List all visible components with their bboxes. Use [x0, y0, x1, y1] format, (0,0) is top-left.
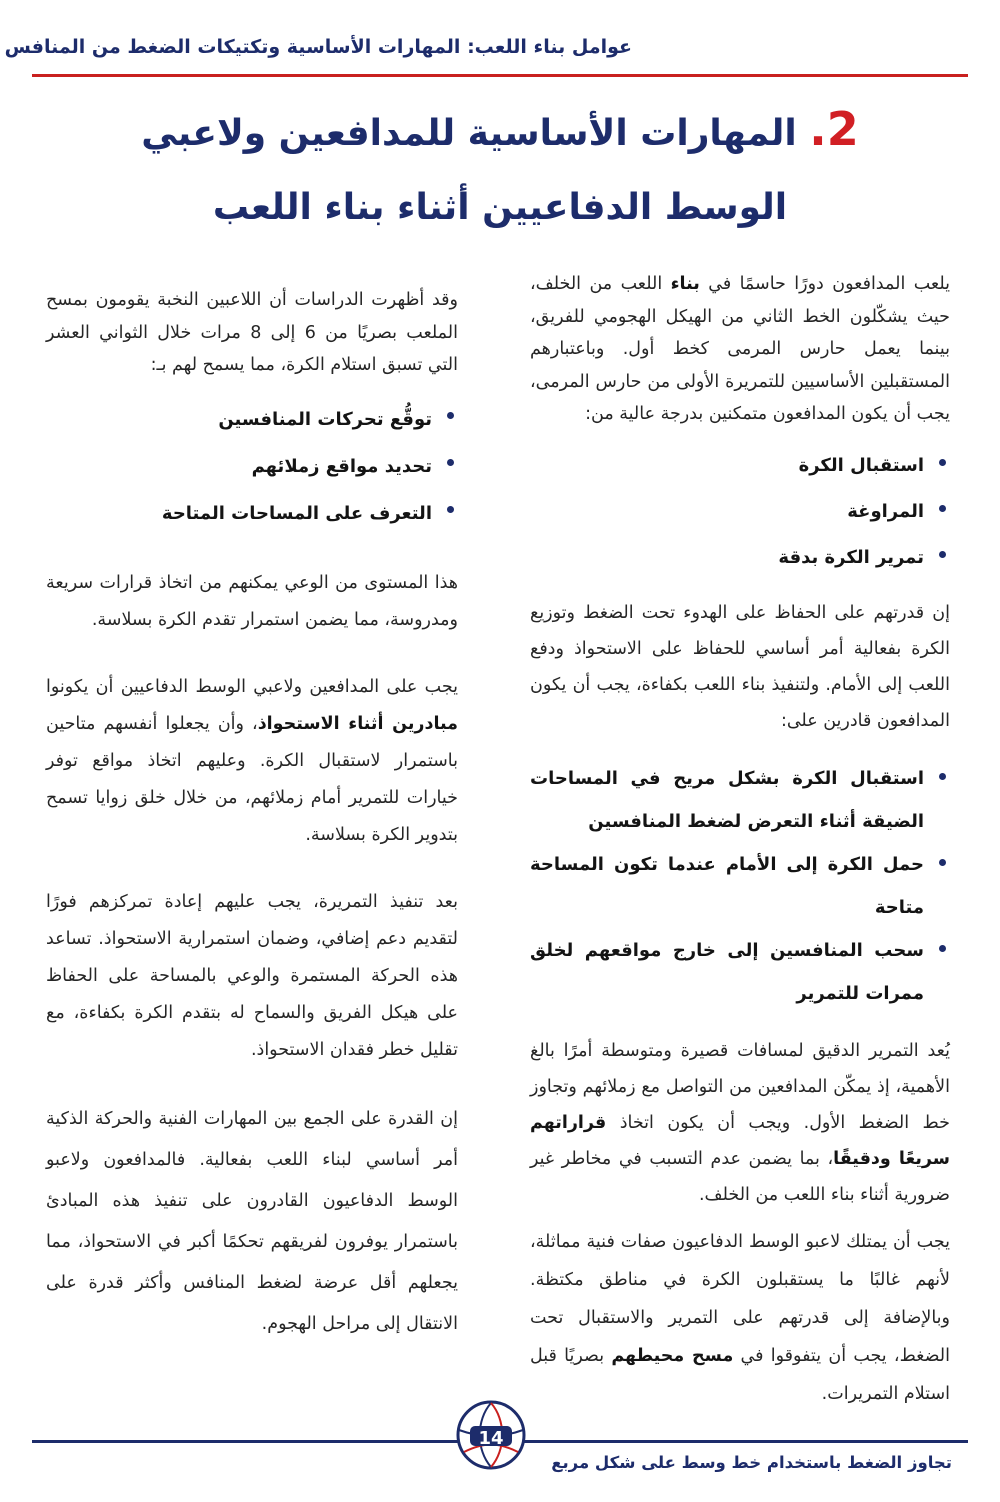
bullet-list [46, 396, 458, 537]
section-title-text1: المهارات الأساسية للمدافعين ولاعبي [141, 113, 797, 154]
left-column [46, 284, 458, 1345]
bullet-item: استقبال الكرة بشكل مريح في المساحات الضيقة أثناء التعرض لضغط المنافسين [530, 757, 950, 843]
bold-span: قراراتهم سريعًا ودقيقًا [530, 1112, 950, 1169]
paragraph [46, 669, 458, 854]
bullet-item: سحب المنافسين إلى خارج مواقعهم لخلق ممرات للتمرير [530, 929, 950, 1015]
paragraph: بعد تنفيذ التمريرة، يجب عليهم إعادة تمركزهم فورًا لتقديم دعم إضافي، وضمان استمرارية الاستحواذ. تساعد هذه الحركة المستمرة والوعي بالمساحة على الحفاظ على هيكل الفريق والسماح له بتقدم الكرة بكفاءة، مع تقليل خطر فقدان الاستحواذ. [46, 891, 458, 1060]
text-span: يجب أن يمتلك لاعبو الوسط الدفاعيون صفات فنية مماثلة، لأنهم غالبًا ما يستقبلون الكرة في مناطق مكتظة. وبالإضافة إلى قدرتهم على التمرير والاستقبال تحت الضغط، يجب أن يتفوقوا في [530, 1231, 950, 1366]
bullet-item: المراوغة [530, 489, 950, 535]
running-header: عوامل بناء اللعب: المهارات الأساسية وتكتيكات الضغط من المنافس [4, 36, 632, 58]
paragraph [530, 1033, 950, 1213]
section-title-line1 [100, 92, 900, 171]
bullet-item: تحديد مواقع زملائهم [46, 443, 458, 490]
text-span: اللعب من الخلف، حيث يشكّلون الخط الثاني من الهيكل الهجومي للفريق، بينما يعمل حارس المرمى كخط أول. وباعتبارهم المستقبلين الأساسيين للتمريرة الأولى من حارس المرمى، يجب أن يكون المدافعون متمكنين بدرجة عالية من: [530, 274, 950, 424]
section-title-line2: الوسط الدفاعيين أثناء بناء اللعب [212, 187, 788, 228]
bold-span: بناء [670, 274, 700, 294]
text-span: يُعد التمرير الدقيق لمسافات قصيرة ومتوسطة أمرًا بالغ الأهمية، إذ يمكّن المدافعين من التواصل مع زملائهم وتجاوز خط الضغط الأول. ويجب أن يكون اتخاذ [530, 1040, 950, 1133]
running-footer: تجاوز الضغط باستخدام خط وسط على شكل مربع [551, 1453, 952, 1472]
text-span: يجب على المدافعين ولاعبي الوسط الدفاعيين أن يكونوا [46, 676, 458, 697]
paragraph: وقد أظهرت الدراسات أن اللاعبين النخبة يقومون بمسح الملعب بصريًا من 6 إلى 8 مرات خلال الثواني العشر التي تسبق استلام الكرة، مما يسمح لهم بـ: [46, 290, 458, 375]
bold-span: مسح محيطهم [611, 1345, 734, 1366]
page-number: 14 [478, 1428, 504, 1449]
bullet-item: توقُّع تحركات المنافسين [46, 396, 458, 443]
section-title [100, 92, 900, 245]
section-number-dot: . [809, 102, 827, 156]
text-span: ، بما يضمن عدم التسبب في مخاطر غير ضرورية أثناء بناء اللعب من الخلف. [530, 1148, 950, 1205]
paragraph [530, 1223, 950, 1413]
bullet-item: التعرف على المساحات المتاحة [46, 490, 458, 537]
paragraph: إن قدرتهم على الحفاظ على الهدوء تحت الضغط وتوزيع الكرة بفعالية أمر أساسي للحفاظ على الاستحواذ ودفع اللعب إلى الأمام. ولتنفيذ بناء اللعب بكفاءة، يجب أن يكون المدافعون قادرين على: [530, 602, 950, 731]
text-span: ، وأن يجعلوا أنفسهم متاحين باستمرار لاستقبال الكرة. وعليهم اتخاذ مواقع توفر خيارات للتمرير أمام زملائهم، من خلال خلق زوايا تسمح بتدوير الكرة بسلاسة. [46, 713, 458, 845]
bullet-list [530, 757, 950, 1015]
paragraph: إن القدرة على الجمع بين المهارات الفنية والحركة الذكية أمر أساسي لبناء اللعب بفعالية. فالمدافعون ولاعبو الوسط الدفاعيون القادرون على تنفيذ هذه المبادئ باستمرار يوفرون لفريقهم تحكمًا أكبر في الاستحواذ، مما يجعلهم أقل عرضة لضغط المنافس وأكثر قدرة على الانتقال إلى مراحل الهجوم. [46, 1108, 458, 1334]
text-span: بصريًا قبل استلام التمريرات. [530, 1345, 950, 1404]
bullet-item: استقبال الكرة [530, 443, 950, 489]
bullet-item: تمرير الكرة بدقة [530, 535, 950, 581]
paragraph [530, 268, 950, 431]
bullet-item: حمل الكرة إلى الأمام عندما تكون المساحة متاحة [530, 843, 950, 929]
text-span: يلعب المدافعون دورًا حاسمًا في [699, 274, 951, 294]
section-number: 2 [826, 102, 859, 156]
bullet-list [530, 443, 950, 581]
paragraph: هذا المستوى من الوعي يمكنهم من اتخاذ قرارات سريعة ومدروسة، مما يضمن استمرار تقدم الكرة بسلاسة. [46, 572, 458, 630]
bold-span: مبادرين أثناء الاستحواذ [257, 713, 458, 734]
right-column [530, 268, 950, 1413]
header-divider [32, 74, 968, 77]
